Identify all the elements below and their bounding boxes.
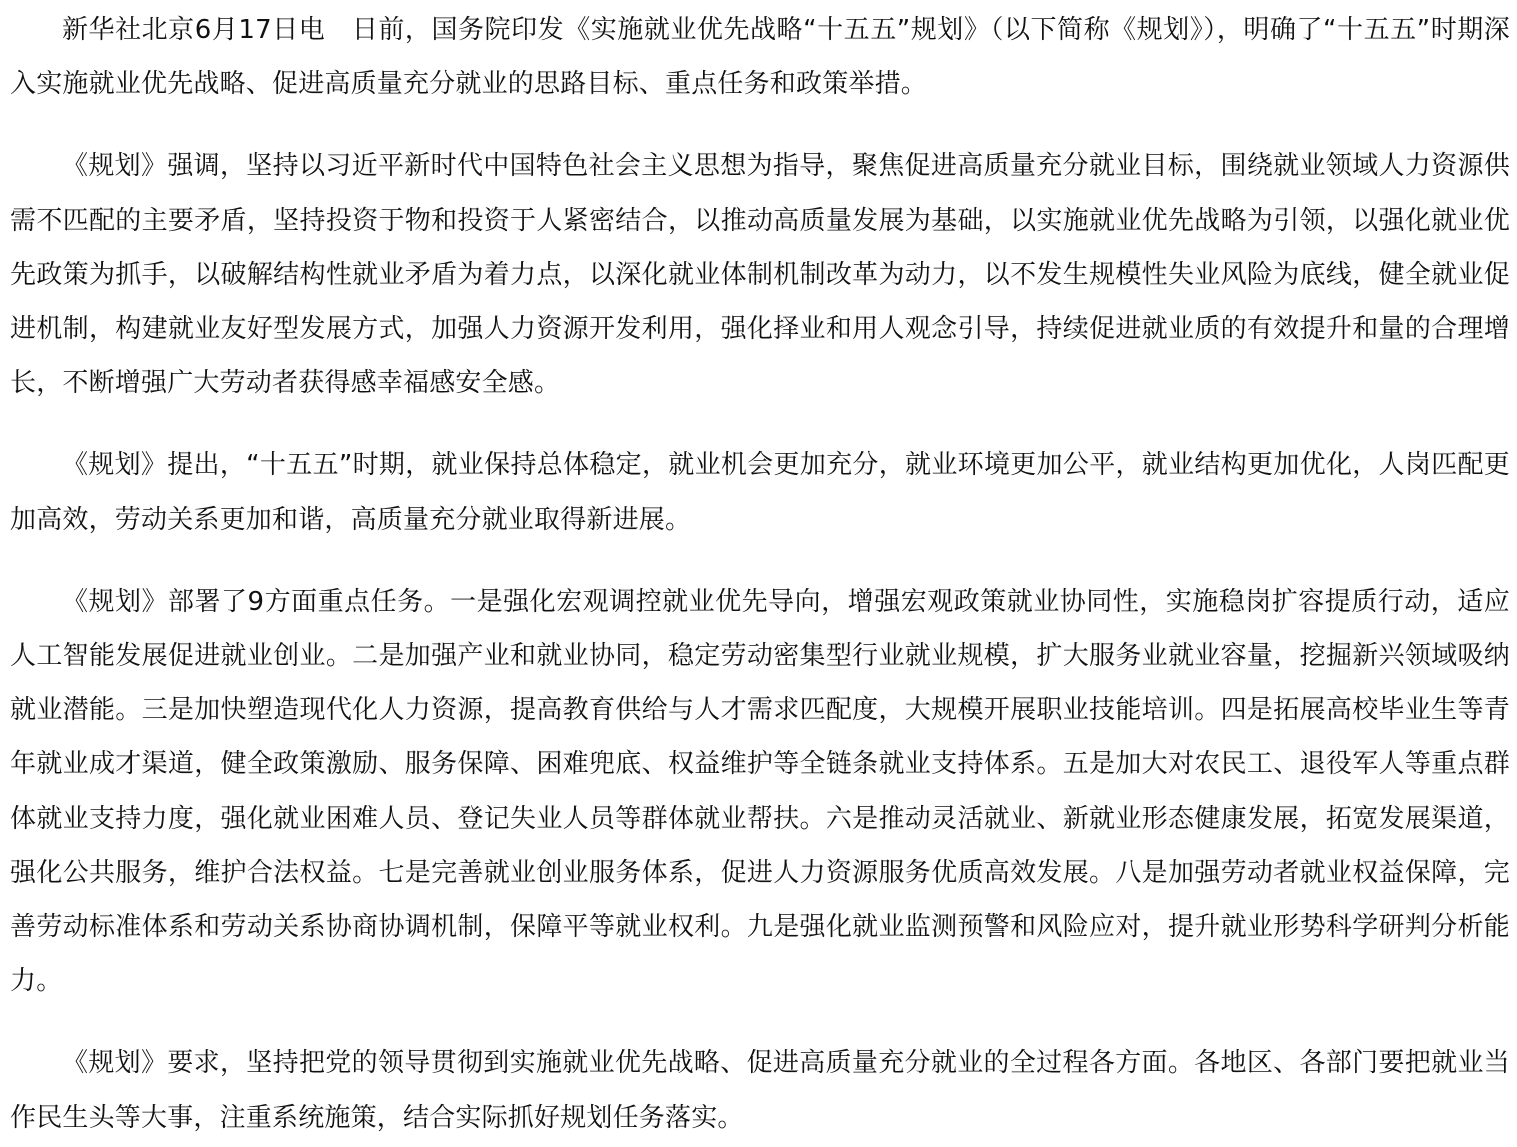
article-body <box>10 3 1510 1145</box>
paragraph-key-tasks: 《规划》部署了9方面重点任务。一是强化宏观调控就业优先导向，增强宏观政策就业协同性，实施稳岗扩容提质行动，适应人工智能发展促进就业创业。二是加强产业和就业协同，稳定劳动密集型行业就业规模，扩大服务业就业容量，挖掘新兴领域吸纳就业潜能。三是加快塑造现代化人力资源，提高教育供给与人才需求匹配度，大规模开展职业技能培训。四是拓展高校毕业生等青年就业成才渠道，健全政策激励、服务保障、困难兜底、权益维护等全链条就业支持体系。五是加大对农民工、退役军人等重点群体就业支持力度，强化就业困难人员、登记失业人员等群体就业帮扶。六是推动灵活就业、新就业形态健康发展，拓宽发展渠道，强化公共服务，维护合法权益。七是完善就业创业服务体系，促进人力资源服务优质高效发展。八是加强劳动者就业权益保障，完善劳动标准体系和劳动关系协商协调机制，保障平等就业权利。九是强化就业监测预警和风险应对，提升就业形势科学研判分析能力。 <box>10 586 1510 997</box>
paragraph-lead: 新华社北京6月17日电 日前，国务院印发《实施就业优先战略“十五五”规划》（以下简称《规划》），明确了“十五五”时期深入实施就业优先战略、促进高质量充分就业的思路目标、重点任务和政策举措。 <box>10 15 1510 100</box>
paragraph-guiding-principles: 《规划》强调，坚持以习近平新时代中国特色社会主义思想为指导，聚焦促进高质量充分就业目标，围绕就业领域人力资源供需不匹配的主要矛盾，坚持投资于物和投资于人紧密结合，以推动高质量发展为基础，以实施就业优先战略为引领，以强化就业优先政策为抓手，以破解结构性就业矛盾为着力点，以深化就业体制机制改革为动力，以不发生规模性失业风险为底线，健全就业促进机制，构建就业友好型发展方式，加强人力资源开发利用，强化择业和用人观念引导，持续促进就业质的有效提升和量的合理增长，不断增强广大劳动者获得感幸福感安全感。 <box>10 151 1510 399</box>
paragraph-goals: 《规划》提出，“十五五”时期，就业保持总体稳定，就业机会更加充分，就业环境更加公平，就业结构更加优化，人岗匹配更加高效，劳动关系更加和谐，高质量充分就业取得新进展。 <box>10 450 1510 535</box>
paragraph-requirements: 《规划》要求，坚持把党的领导贯彻到实施就业优先战略、促进高质量充分就业的全过程各方面。各地区、各部门要把就业当作民生头等大事，注重系统施策，结合实际抓好规划任务落实。 <box>10 1048 1510 1133</box>
